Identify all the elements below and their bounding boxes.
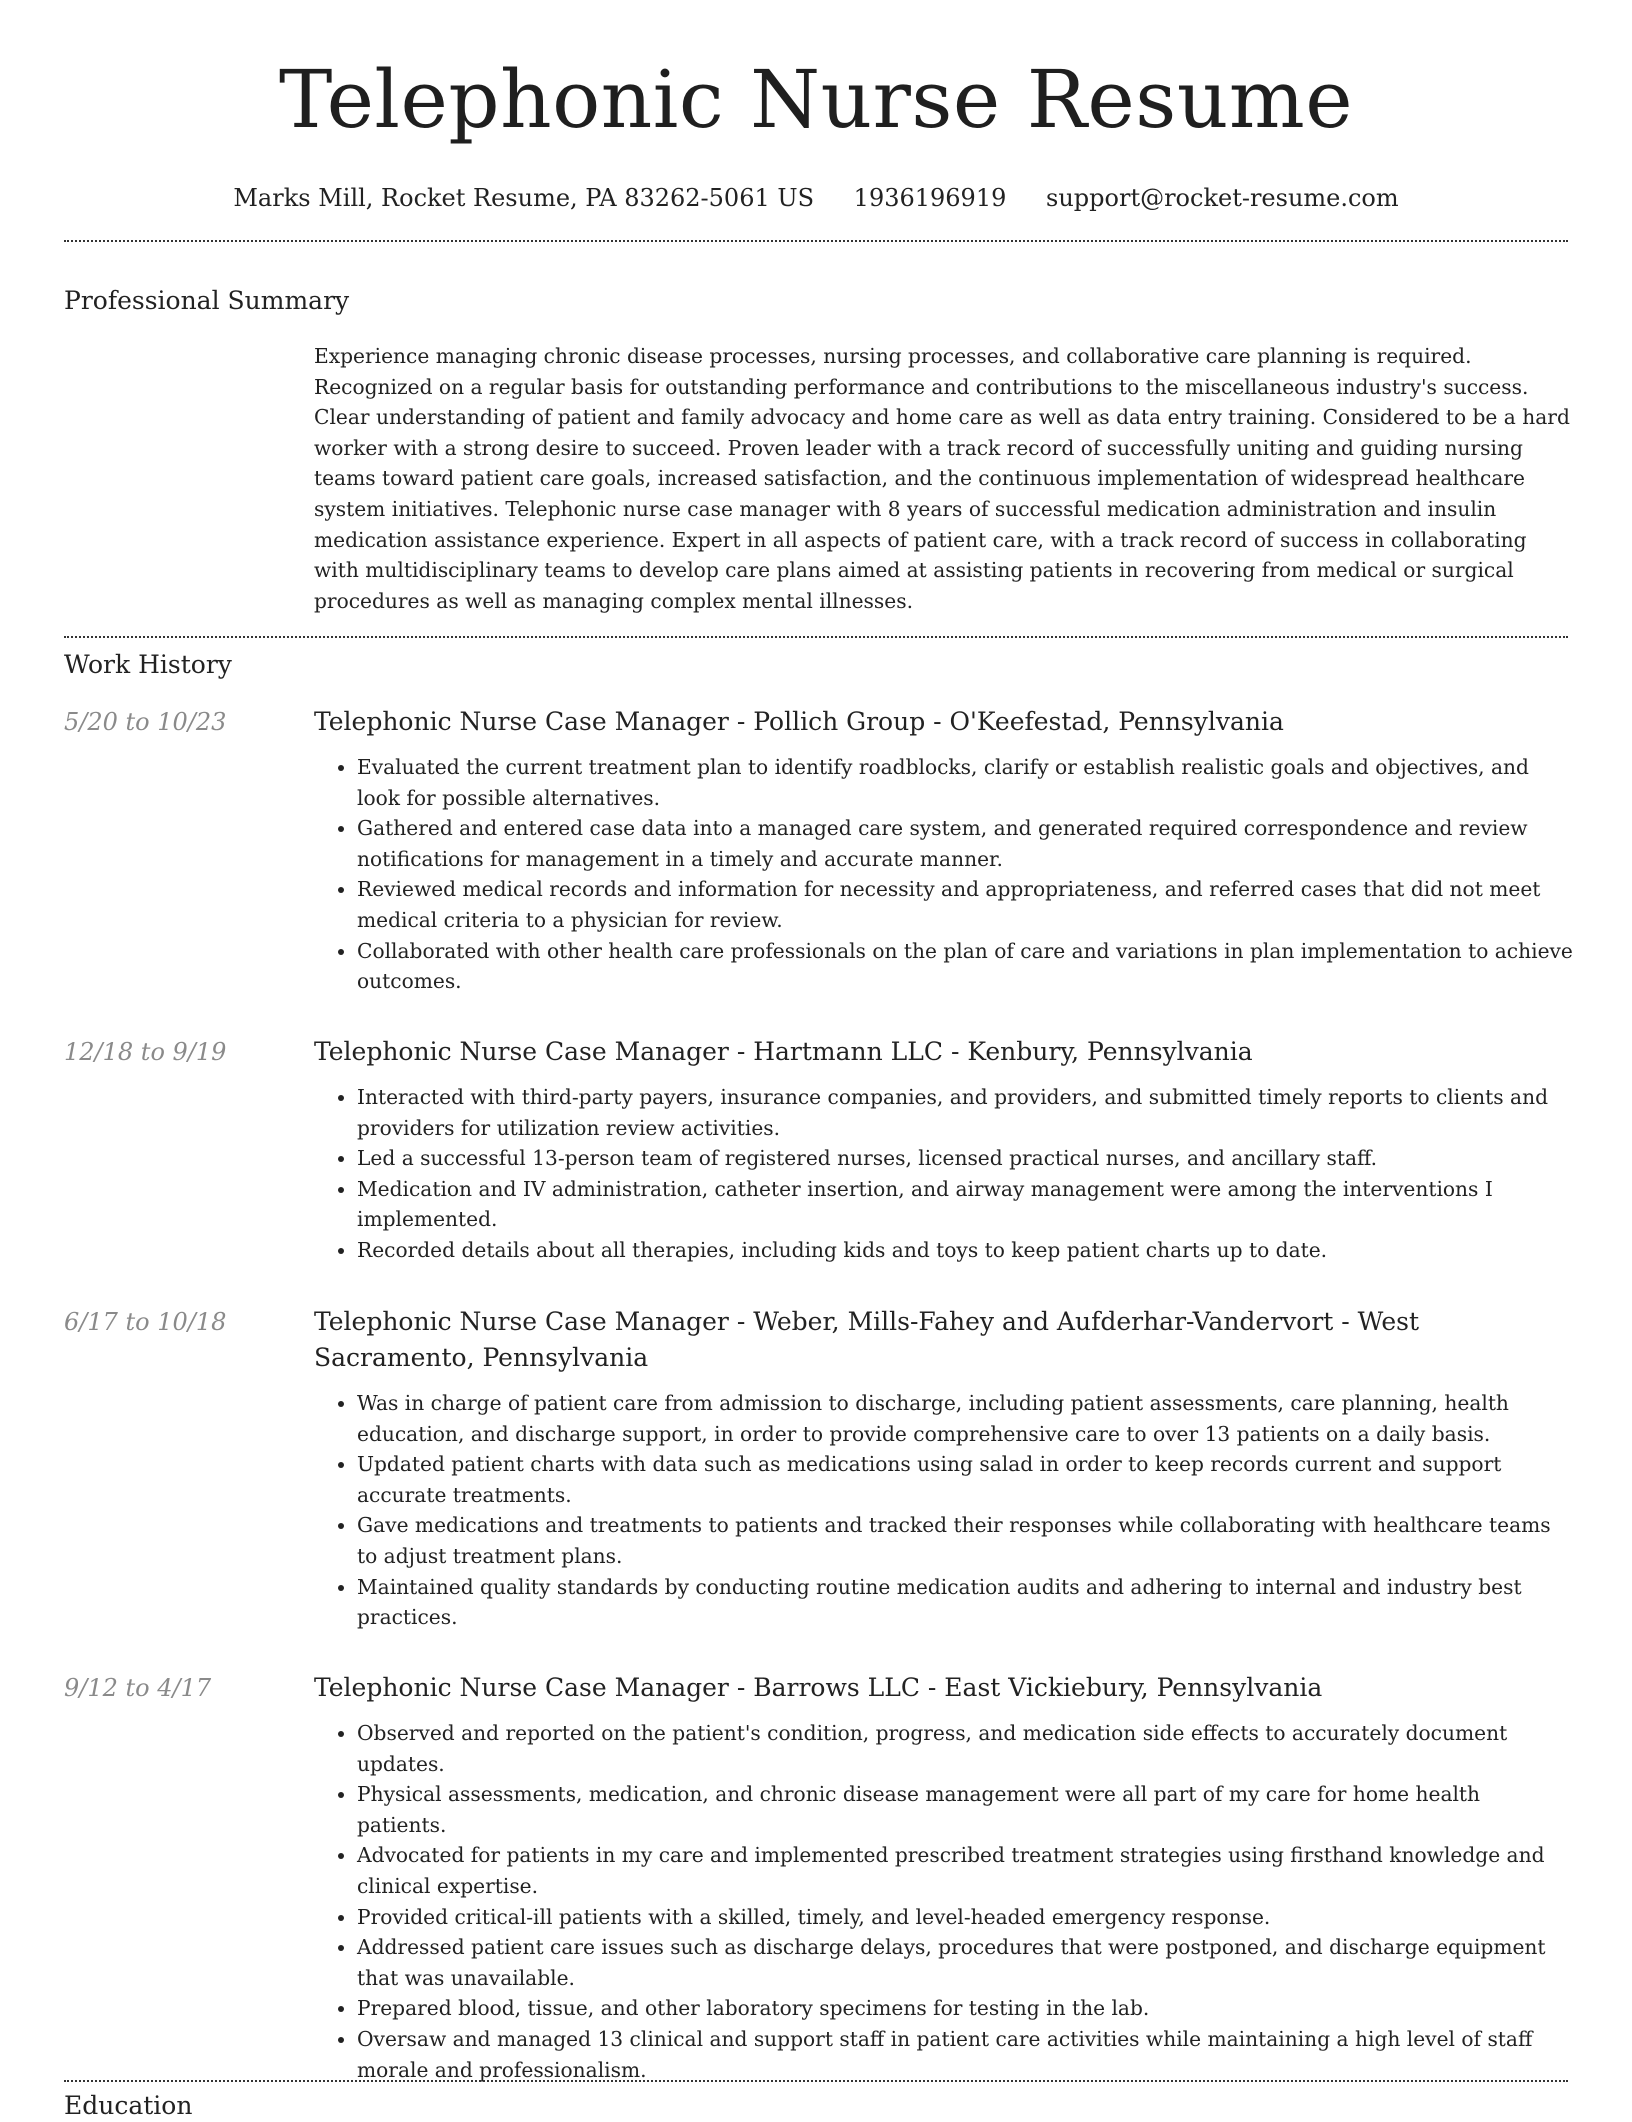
resume-title: Telephonic Nurse Resume: [278, 53, 1354, 146]
job-bullet: • Recorded details about all therapies, including kids and toys to keep patient charts up to date.: [357, 1235, 1574, 1266]
job-dates: 12/18 to 9/19: [64, 1038, 227, 1066]
job-title: Telephonic Nurse Case Manager - Weber, Mills-Fahey and Aufderhar-Vandervort - West Sacramento, Pennsylvania: [314, 1307, 1420, 1372]
job-title: Telephonic Nurse Case Manager - Pollich Group - O'Keefestad, Pennsylvania: [314, 707, 1284, 736]
job-bullet: • Provided critical-ill patients with a skilled, timely, and level-headed emergency response.: [357, 1902, 1574, 1933]
job-bullet: • Evaluated the current treatment plan to identify roadblocks, clarify or establish realistic goals and objectives, and look for possible alternatives.: [357, 752, 1574, 813]
job-bullet: • Gathered and entered case data into a managed care system, and generated required correspondence and review notifications for management in a timely and accurate manner.: [357, 813, 1574, 874]
job-bullet: • Was in charge of patient care from admission to discharge, including patient assessments, care planning, health education, and discharge support, in order to provide comprehensive care to over 13 patients on a daily basis.: [357, 1388, 1574, 1449]
job-dates: 6/17 to 10/18: [64, 1308, 227, 1336]
job-bullet: • Prepared blood, tissue, and other laboratory specimens for testing in the lab.: [357, 1993, 1574, 2024]
job-bullets: [314, 1388, 1574, 1633]
job-dates: 5/20 to 10/23: [64, 708, 227, 736]
job-bullet: • Addressed patient care issues such as discharge delays, procedures that were postponed, and discharge equipment that was unavailable.: [357, 1932, 1574, 1993]
job-bullet: • Physical assessments, medication, and chronic disease management were all part of my care for home health patients.: [357, 1779, 1574, 1840]
divider: [64, 240, 1568, 242]
summary-heading: Professional Summary: [64, 286, 350, 315]
job-bullet: • Updated patient charts with data such as medications using salad in order to keep records current and support accurate treatments.: [357, 1449, 1574, 1510]
job-dates: 9/12 to 4/17: [64, 1674, 212, 1702]
job-bullets: [314, 1082, 1574, 1266]
resume-header: [0, 0, 1632, 214]
contact-address: Marks Mill, Rocket Resume, PA 83262-5061 US: [233, 184, 815, 212]
summary-text: Experience managing chronic disease processes, nursing processes, and collaborative care planning is required. Recognized on a regular basis for outstanding performance and contributions to the miscellaneous industry's success. Clear understanding of patient and family advocacy and home care as well as data entry training. Considered to be a hard worker with a strong desire to succeed. Proven leader with a track record of successfully uniting and guiding nursing teams toward patient care goals, increased satisfaction, and the continuous implementation of widespread healthcare system initiatives. Telephonic nurse case manager with 8 years of successful medication administration and insulin medication assistance experience. Expert in all aspects of patient care, with a track record of success in collaborating with multidisciplinary teams to develop care plans aimed at assisting patients in recovering from medical or surgical procedures as well as managing complex mental illnesses.: [314, 344, 1570, 613]
job-bullet: • Led a successful 13-person team of registered nurses, licensed practical nurses, and ancillary staff.: [357, 1143, 1574, 1174]
job-title: Telephonic Nurse Case Manager - Hartmann LLC - Kenbury, Pennsylvania: [314, 1037, 1253, 1066]
divider: [64, 2080, 1568, 2082]
job-bullet: • Maintained quality standards by conducting routine medication audits and adhering to internal and industry best practices.: [357, 1572, 1574, 1633]
job-bullet: • Interacted with third-party payers, insurance companies, and providers, and submitted timely reports to clients and providers for utilization review activities.: [357, 1082, 1574, 1143]
job-bullet: • Observed and reported on the patient's condition, progress, and medication side effects to accurately document updates.: [357, 1718, 1574, 1779]
job-bullet: • Gave medications and treatments to patients and tracked their responses while collaborating with healthcare teams to adjust treatment plans.: [357, 1510, 1574, 1571]
job-bullet: • Collaborated with other health care professionals on the plan of care and variations in plan implementation to achieve outcomes.: [357, 936, 1574, 997]
contact-phone: 1936196919: [853, 184, 1007, 212]
job-bullet: • Oversaw and managed 13 clinical and support staff in patient care activities while maintaining a high level of staff morale and professionalism.: [357, 2024, 1574, 2085]
job-bullet: • Reviewed medical records and information for necessity and appropriateness, and referred cases that did not meet medical criteria to a physician for review.: [357, 874, 1574, 935]
education-heading: Education: [64, 2091, 193, 2120]
job-title: Telephonic Nurse Case Manager - Barrows LLC - East Vickiebury, Pennsylvania: [314, 1673, 1323, 1702]
job-entry: [64, 1670, 1574, 2085]
job-bullets: [314, 752, 1574, 997]
divider: [64, 636, 1568, 638]
job-entry: [64, 1304, 1574, 1633]
job-entry: [64, 704, 1574, 997]
contact-line: [0, 182, 1632, 214]
job-entry: [64, 1034, 1574, 1266]
job-bullets: [314, 1718, 1574, 2085]
job-bullet: • Advocated for patients in my care and implemented prescribed treatment strategies using firsthand knowledge and clinical expertise.: [357, 1840, 1574, 1901]
job-bullet: • Medication and IV administration, catheter insertion, and airway management were among the interventions I implemented.: [357, 1174, 1574, 1235]
work-history-heading: Work History: [64, 650, 232, 679]
contact-email[interactable]: support@rocket-resume.com: [1046, 184, 1399, 212]
